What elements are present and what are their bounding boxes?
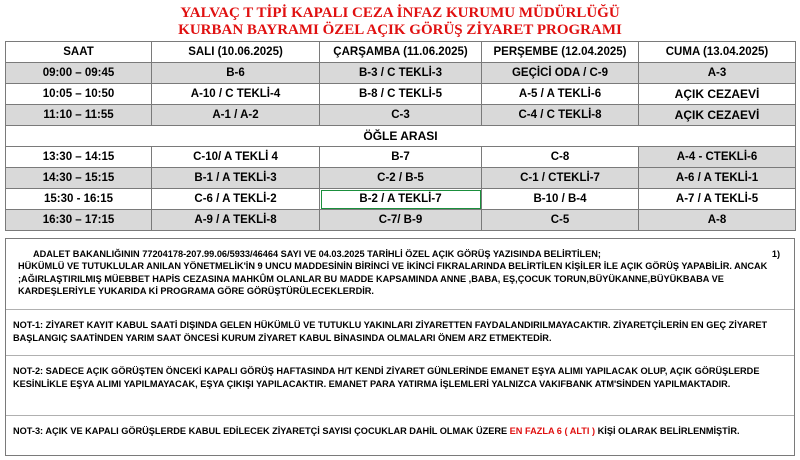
- schedule-cell: B-7: [320, 147, 482, 168]
- schedule-cell: C-4 / C TEKLİ-8: [482, 105, 639, 126]
- schedule-cell: A-5 / A TEKLİ-6: [482, 84, 639, 105]
- schedule-cell: AÇIK CEZAEVİ: [639, 84, 796, 105]
- schedule-cell: B-8 / C TEKLİ-5: [320, 84, 482, 105]
- divider: [6, 309, 794, 310]
- note-1: NOT-1: ZİYARET KAYIT KABUL SAATİ DIŞINDA GELEN HÜKÜMLÜ VE TUTUKLU YAKINLARI ZİYARETTEN FAYDALANDIRILMAYACAKTIR. ZİYARETÇİLERİN EN GEÇ ZİYARET BAŞLANGIÇ SAATİNDEN YARIM SAAT ÖNCESİ KURUM ZİYARET KABUL BİNASINDA OLMALARI ÖNEM ARZ ETMEKTEDİR.: [13, 320, 768, 343]
- table-row: [6, 189, 796, 210]
- header-carsamba: ÇARŞAMBA (11.06.2025): [320, 42, 482, 63]
- header-row: [6, 42, 796, 63]
- schedule-table: [5, 41, 796, 231]
- note-3-text-end: KİŞİ OLARAK BELİRLENMİŞTİR.: [595, 426, 740, 436]
- divider: [6, 355, 794, 356]
- table-row: [6, 63, 796, 84]
- time-cell: 10:05 – 10:50: [6, 84, 152, 105]
- visitor-limit: EN FAZLA 6 ( ALTI ): [509, 426, 596, 436]
- note-3: [13, 425, 793, 438]
- divider: [6, 415, 794, 416]
- schedule-cell: GEÇİCİ ODA / C-9: [482, 63, 639, 84]
- schedule-cell: B-3 / C TEKLİ-3: [320, 63, 482, 84]
- header-cuma: CUMA (13.04.2025): [639, 42, 796, 63]
- schedule-cell: C-8: [482, 147, 639, 168]
- document-title: YALVAÇ T TİPİ KAPALI CEZA İNFAZ KURUMU MÜDÜRLÜĞÜ: [180, 5, 620, 21]
- time-cell: 09:00 – 09:45: [6, 63, 152, 84]
- table-row: [6, 168, 796, 189]
- regulation-reference: ADALET BAKANLIĞININ 77204178-207.99.06/5933/46464 SAYI VE 04.03.2025 TARİHLİ ÖZEL AÇIK GÖRÜŞ YAZISINDA BELİRTİLEN;: [33, 249, 601, 259]
- time-cell: 11:10 – 11:55: [6, 105, 152, 126]
- schedule-cell: C-1 / CTEKLİ-7: [482, 168, 639, 189]
- schedule-cell: A-8: [639, 210, 796, 231]
- regulation-text: HÜKÜMLÜ VE TUTUKLULAR ANILAN YÖNETMELİK'İN 9 UNCU MADDESİNİN BİRİNCİ VE İKİNCİ FIKRALARINDA BELİRTİLEN KİŞİLER İLE AÇIK GÖRÜŞ YAPABİLİR. ANCAK ;AĞIRLAŞTIRILMIŞ MÜEBBET HAPİS CEZASINA MAHKÛM OLANLAR BU MADDE KAPSAMINDA ANNE ,BABA, EŞ,ÇOCUK TORUN,BÜYÜKANNE,BÜYÜKBABA VE KARDEŞLERİYLE YUKARIDA Kİ PROGRAMA GÖRE GÖRÜŞTÜRÜLECEKLERDİR.: [18, 261, 768, 296]
- schedule-cell: A-9 / A TEKLİ-8: [152, 210, 320, 231]
- schedule-cell: A-7 / A TEKLİ-5: [639, 189, 796, 210]
- schedule-cell: C-7/ B-9: [320, 210, 482, 231]
- note-3-text: NOT-3: AÇIK VE KAPALI GÖRÜŞLERDE KABUL EDİLECEK ZİYARETÇİ SAYISI ÇOCUKLAR DAHİL OLMAK ÜZERE: [13, 426, 510, 436]
- time-cell: 14:30 – 15:15: [6, 168, 152, 189]
- notes-section: [5, 238, 795, 456]
- schedule-cell: C-2 / B-5: [320, 168, 482, 189]
- schedule-cell: B-1 / A TEKLİ-3: [152, 168, 320, 189]
- header-persembe: PERŞEMBE (12.04.2025): [482, 42, 639, 63]
- schedule-cell: B-6: [152, 63, 320, 84]
- item-number: 1): [771, 249, 780, 259]
- document-subtitle: KURBAN BAYRAMI ÖZEL AÇIK GÖRÜŞ ZİYARET PROGRAMI: [178, 22, 622, 38]
- schedule-cell: AÇIK CEZAEVİ: [639, 105, 796, 126]
- selected-cell[interactable]: B-2 / A TEKLİ-7: [320, 189, 482, 210]
- table-row: [6, 210, 796, 231]
- schedule-cell: C-3: [320, 105, 482, 126]
- lunch-break-label: ÖĞLE ARASI: [6, 126, 796, 147]
- table-row: [6, 105, 796, 126]
- header-saat: SAAT: [6, 42, 152, 63]
- time-cell: 16:30 – 17:15: [6, 210, 152, 231]
- schedule-cell: A-6 / A TEKLİ-1: [639, 168, 796, 189]
- schedule-cell: A-4 - CTEKLİ-6: [639, 147, 796, 168]
- lunch-row: [6, 126, 796, 147]
- time-cell: 13:30 – 14:15: [6, 147, 152, 168]
- schedule-cell: A-3: [639, 63, 796, 84]
- schedule-cell: C-5: [482, 210, 639, 231]
- regulation-intro: [33, 248, 788, 261]
- note-2: NOT-2: SADECE AÇIK GÖRÜŞTEN ÖNCEKİ KAPALI GÖRÜŞ HAFTASINDA H/T KENDİ ZİYARET GÜNLERİNDE EMANET EŞYA ALIMI YAPILACAK OLUP, AÇIK GÖRÜŞLERDE KESİNLİKLE EŞYA ALIMI YAPILMAYACAK, EŞYA ÇIKIŞI YAPILACAKTIR. EMANET PARA YATIRMA İŞLEMLERİ YALNIZCA VAKIFBANK ATM'SİNDEN YAPILMAKTADIR.: [13, 366, 760, 389]
- time-cell: 15:30 - 16:15: [6, 189, 152, 210]
- schedule-cell: A-10 / C TEKLİ-4: [152, 84, 320, 105]
- table-row: [6, 84, 796, 105]
- schedule-cell: C-6 / A TEKLİ-2: [152, 189, 320, 210]
- table-row: [6, 147, 796, 168]
- schedule-cell: B-10 / B-4: [482, 189, 639, 210]
- header-sali: SALI (10.06.2025): [152, 42, 320, 63]
- schedule-cell: C-10/ A TEKLİ 4: [152, 147, 320, 168]
- schedule-cell: A-1 / A-2: [152, 105, 320, 126]
